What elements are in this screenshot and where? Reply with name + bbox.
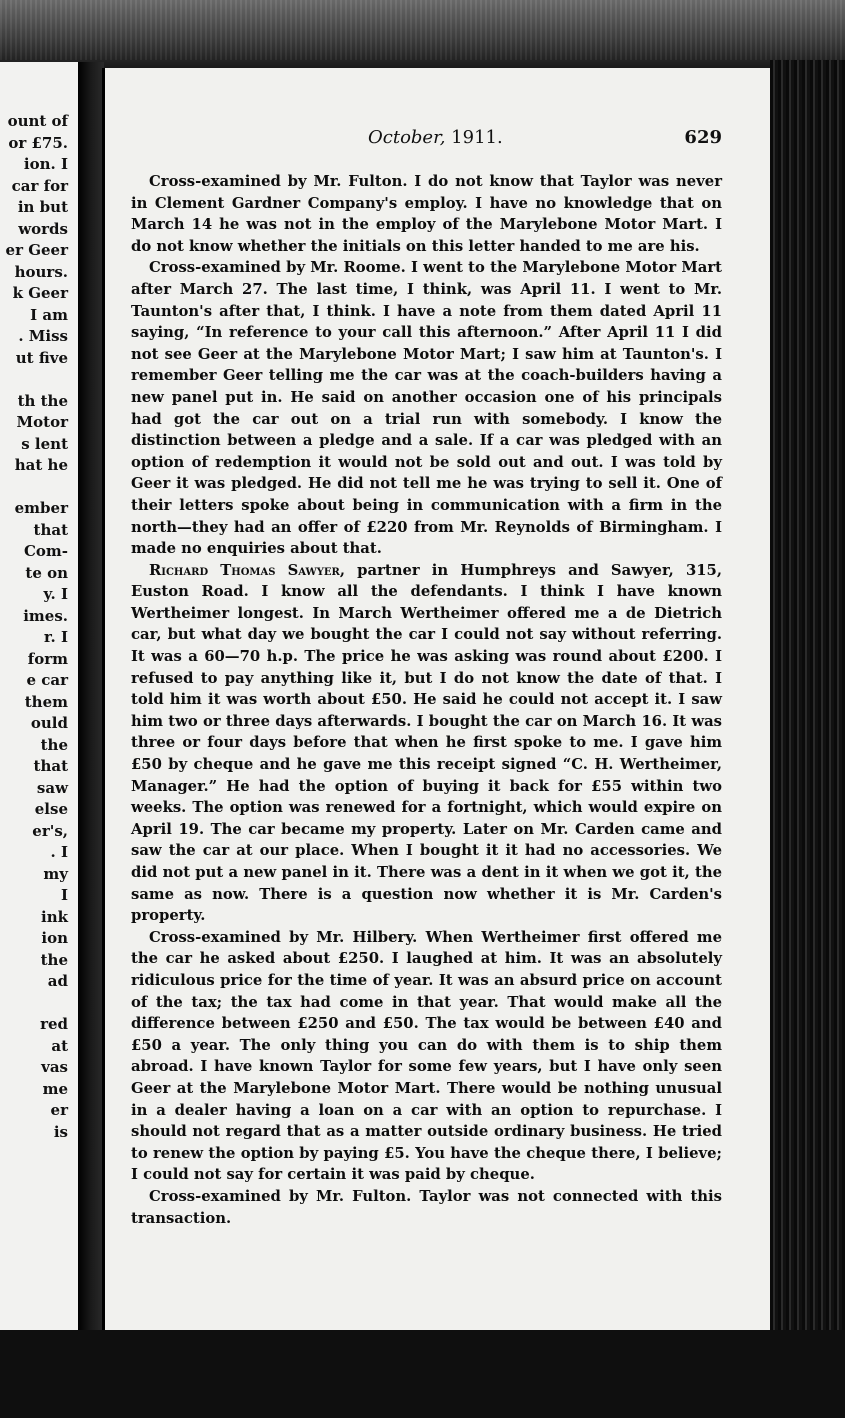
sawyer-testimony: , partner in Humphreys and Sawyer, 315, Euston Road. I know all the defendants. I think I have known Wertheimer longest. In March Wertheimer offered me a de Dietrich car, but what day we bought the car I could not say without referring. It was a 60—70 h.p. The price he was asking was round about £200. I refused to pay anything like it, but I do not know the date of that. I told him it was worth about £50. He said he could not accept it. I saw him two or three days afterwards. I bought the car on March 16. It was three or four days before that when he first spoke to me. I gave him £50 by cheque and he gave me this receipt signed “C. H. Wertheimer, Manager.” He had the option of buying it back for £55 within two weeks. The option was renewed for a fortnight, which would expire on April 19. The car became my property. Later on Mr. Carden came and saw the car at our place. When I bought it it had no accessories. We did not put a new panel in it. There was a dent in it when we got it, the same as now. There is a question now whether it is Mr. Carden's property. [131, 561, 722, 925]
left-fragment-line: I am [30, 305, 68, 324]
witness-name: Richard Thomas Sawyer [149, 561, 340, 579]
left-fragment-line: . I [50, 843, 68, 861]
running-title: October, 1911. [368, 127, 503, 148]
paragraph-roome: Cross-examined by Mr. Roome. I went to the Marylebone Motor Mart after March 27. The last time, I think, was April 11. I went to Mr. Taunton's after that, I think. I have a note from them dated April 11 saying, “In reference to your call this afternoon.” After April 11 I did not see Geer at the Marylebone Motor Mart; I saw him at Taunton's. I remember Geer telling me the car was at the coach-builders having a new panel put in. He said on another occasion one of his principals had got the car out on a trial run with somebody. I know the distinction between a pledge and a sale. If a car was pledged with an option of redemption it would not be sold out and out. I was told by Geer it was pledged. He did not tell me he was trying to sell it. One of their letters spoke about being in communication with a firm in the north—they had an offer of £220 from Mr. Reynolds of Birmingham. I made no enquiries about that. [131, 259, 722, 558]
left-fragment-line: k Geer [12, 284, 68, 302]
left-fragment-line: imes. [23, 606, 68, 625]
header-year: 1911. [451, 127, 503, 148]
left-fragment-line: s lent [21, 434, 68, 453]
left-fragment-line: saw [36, 778, 68, 797]
left-fragment-line: them [24, 692, 68, 711]
book-spine [78, 62, 104, 1352]
left-fragment-line: vas [41, 1058, 68, 1076]
left-fragment-line: me [42, 1079, 68, 1098]
left-fragment-line: my [43, 864, 68, 883]
scan-noise [0, 0, 845, 60]
left-fragment-line: or £75. [8, 133, 68, 152]
left-fragment-line: ion [41, 929, 68, 947]
left-fragment-line: red [40, 1015, 68, 1033]
left-fragment-line: else [34, 800, 68, 818]
page-edges [770, 60, 845, 1350]
left-fragment-line: at [51, 1036, 68, 1055]
left-fragment-line: er [50, 1101, 68, 1119]
left-fragment-line: Com- [23, 542, 68, 560]
left-fragment-line: the [40, 735, 68, 754]
paragraph-fulton-2: Cross-examined by Mr. Fulton. Taylor was not connected with this transaction. [131, 1187, 722, 1227]
left-fragment-line: ember [14, 499, 68, 517]
left-fragment-line [0, 993, 68, 1015]
scan-bottom-border [0, 1330, 845, 1418]
left-fragment-line: the [40, 950, 68, 969]
left-fragment-line: ould [30, 714, 68, 732]
left-fragment-line: ad [47, 972, 68, 990]
paragraph-sawyer [131, 560, 722, 927]
left-fragment-line: hat he [14, 456, 68, 474]
paragraph-hilbery: Cross-examined by Mr. Hilbery. When Wertheimer first offered me the car he asked about £250. I laughed at him. It was an absolutely ridiculous price for the time of year. It was an absurd price on account of the tax; the tax had come in that year. That would make all the difference between £250 and £50. The tax would be between £40 and £50 a year. The only thing you can do with them is to ship them abroad. I have known Taylor for some few years, but I have only seen Geer at the Marylebone Motor Mart. There would be nothing unusual in a dealer having a loan on a car with an option to repurchase. I should not regard that as a matter outside ordinary business. He tried to renew the option by paying £5. You have the cheque there, I believe; I could not say for certain it was paid by cheque. [131, 928, 722, 1184]
left-fragment-line: car for [11, 176, 68, 195]
page-header [108, 127, 722, 153]
left-fragment-line: in but [17, 198, 68, 216]
paragraph-fulton-1: Cross-examined by Mr. Fulton. I do not know that Taylor was never in Clement Gardner Company's employ. I have no knowledge that on March 14 he was not in the employ of the Marylebone Motor Mart. I do not know whether the initials on this letter handed to me are his. [131, 173, 722, 255]
left-fragment-line: . Miss [18, 327, 68, 345]
left-fragment-line: r. I [44, 628, 68, 646]
left-fragment-line: is [53, 1122, 68, 1141]
left-fragment-line: er's, [32, 821, 68, 840]
left-fragment-line: words [18, 219, 68, 238]
left-fragment-line [0, 369, 68, 391]
page-number: 629 [684, 127, 722, 148]
left-page-text-fragments [0, 111, 68, 1143]
left-fragment-line: y. I [43, 585, 68, 603]
left-fragment-line: ink [41, 907, 68, 926]
left-fragment-line: that [33, 520, 68, 539]
left-fragment-line: er Geer [5, 241, 68, 259]
left-fragment-line [0, 477, 68, 499]
left-fragment-line: ut five [15, 348, 68, 367]
left-fragment-line: form [27, 649, 68, 668]
left-fragment-line: ion. I [23, 155, 68, 173]
left-fragment-line: e car [26, 671, 68, 689]
left-fragment-line: te on [25, 563, 68, 582]
left-fragment-line: Motor [16, 413, 68, 431]
left-fragment-line: hours. [14, 262, 68, 281]
page-body [131, 171, 722, 1229]
left-fragment-line: ount of [7, 112, 68, 130]
left-fragment-line: th the [17, 391, 68, 410]
left-fragment-line: I [60, 886, 68, 904]
left-fragment-line: that [33, 757, 68, 775]
